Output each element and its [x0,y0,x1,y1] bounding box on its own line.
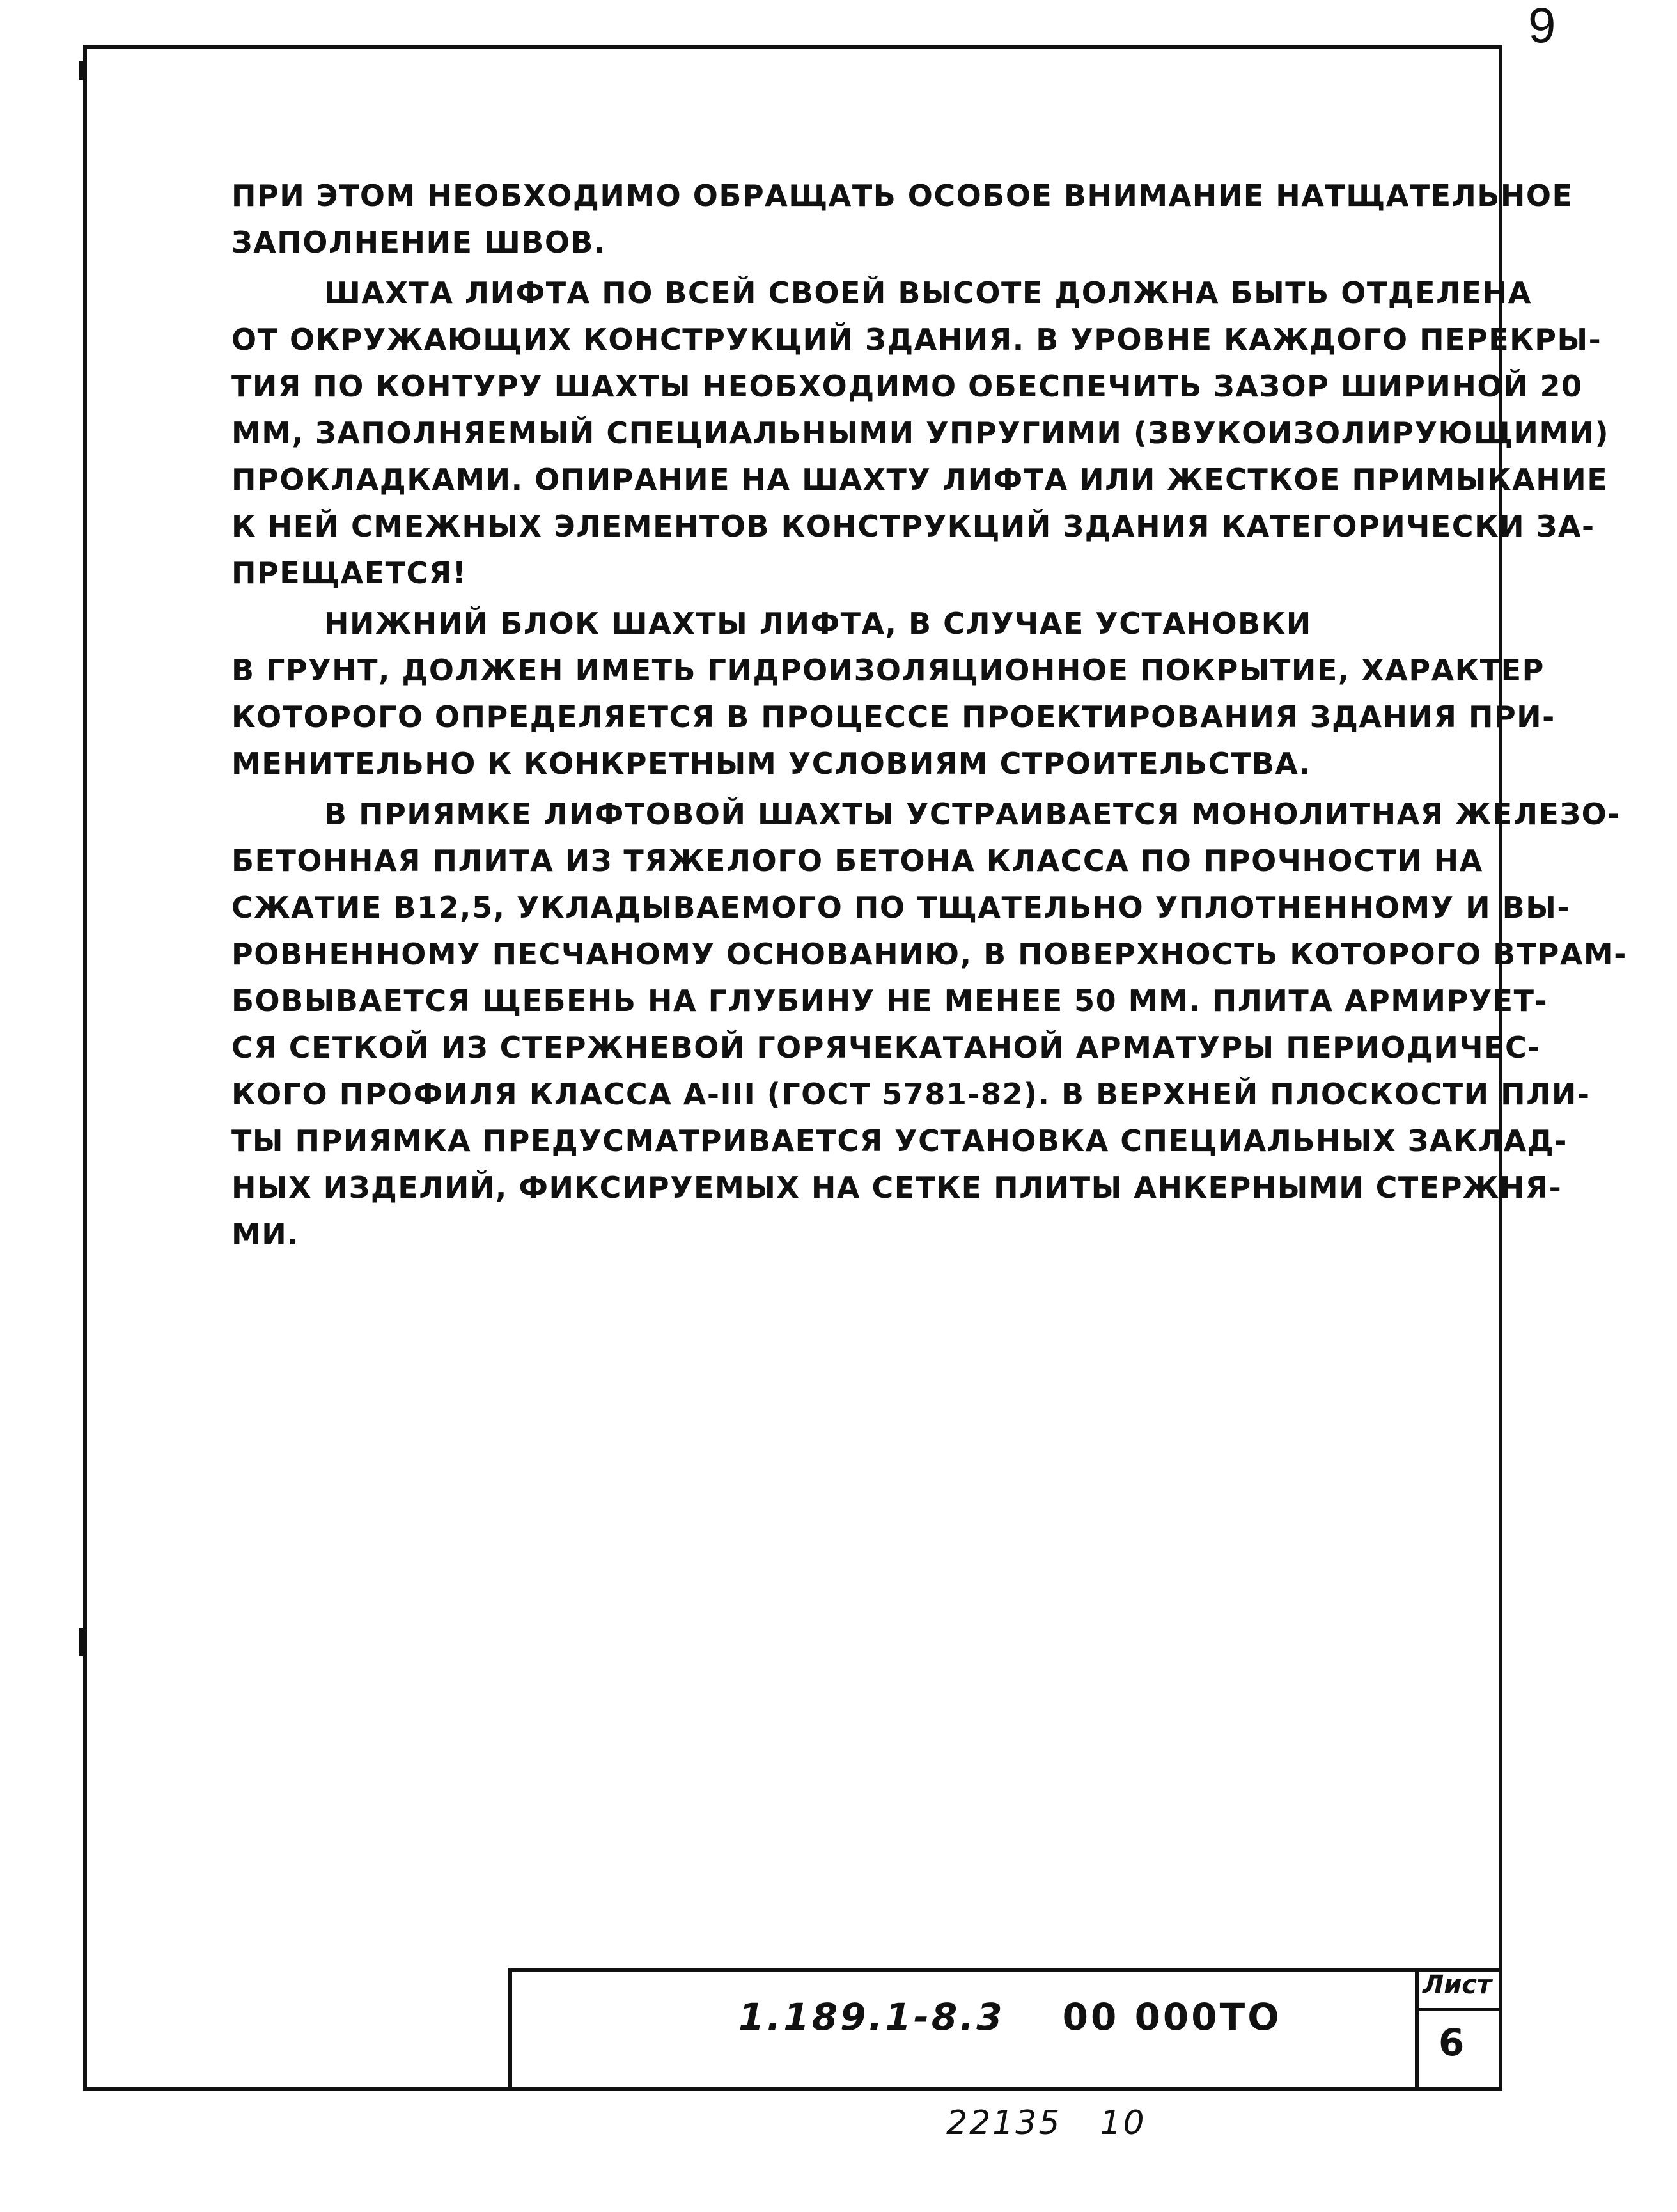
text-line: КОТОРОГО ОПРЕДЕЛЯЕТСЯ В ПРОЦЕССЕ ПРОЕКТИРОВАНИЯ ЗДАНИЯ ПРИ- [231,700,1556,734]
sheet-divider [1415,2008,1502,2011]
sheet-number: 6 [1439,2021,1465,2064]
text-line: БОВЫВАЕТСЯ ЩЕБЕНЬ НА ГЛУБИНУ НЕ МЕНЕЕ 50 ММ. ПЛИТА АРМИРУЕТ- [231,984,1548,1018]
designation-number: 1.189.1-8.3 [738,1995,1005,2039]
binding-mark-top [79,61,83,80]
binding-mark-bottom [79,1628,83,1656]
sheet-label: Лист [1423,1970,1492,2000]
text-line: КОГО ПРОФИЛЯ КЛАССА А-III (ГОСТ 5781-82). В ВЕРХНЕЙ ПЛОСКОСТИ ПЛИ- [231,1077,1591,1111]
text-line: МЕНИТЕЛЬНО К КОНКРЕТНЫМ УСЛОВИЯМ СТРОИТЕЛЬСТВА. [231,746,1311,781]
inventory-note [946,2104,1146,2142]
text-line: НЫХ ИЗДЕЛИЙ, ФИКСИРУЕМЫХ НА СЕТКЕ ПЛИТЫ АНКЕРНЫМИ СТЕРЖНЯ- [231,1170,1563,1205]
text-line: В ПРИЯМКЕ ЛИФТОВОЙ ШАХТЫ УСТРАИВАЕТСЯ МОНОЛИТНАЯ ЖЕЛЕЗО- [324,797,1621,831]
text-line: К НЕЙ СМЕЖНЫХ ЭЛЕМЕНТОВ КОНСТРУКЦИЙ ЗДАНИЯ КАТЕГОРИЧЕСКИ ЗА- [231,509,1595,544]
text-line: ПРЕЩАЕТСЯ! [231,556,467,590]
text-line: НИЖНИЙ БЛОК ШАХТЫ ЛИФТА, В СЛУЧАЕ УСТАНОВКИ [324,606,1312,641]
text-line: РОВНЕННОМУ ПЕСЧАНОМУ ОСНОВАНИЮ, В ПОВЕРХНОСТЬ КОТОРОГО ВТРАМ- [231,937,1627,971]
text-line: МИ. [231,1217,300,1251]
inventory-sheet: 10 [1100,2104,1146,2142]
text-line: ПРИ ЭТОМ НЕОБХОДИМО ОБРАЩАТЬ ОСОБОЕ ВНИМАНИЕ НАТЩАТЕЛЬНОЕ [231,178,1573,213]
text-line: ОТ ОКРУЖАЮЩИХ КОНСТРУКЦИЙ ЗДАНИЯ. В УРОВНЕ КАЖДОГО ПЕРЕКРЫ- [231,322,1602,357]
text-line: СЯ СЕТКОЙ ИЗ СТЕРЖНЕВОЙ ГОРЯЧЕКАТАНОЙ АРМАТУРЫ ПЕРИОДИЧЕС- [231,1030,1541,1065]
text-line: БЕТОННАЯ ПЛИТА ИЗ ТЯЖЕЛОГО БЕТОНА КЛАССА ПО ПРОЧНОСТИ НА [231,843,1483,878]
text-line: СЖАТИЕ В12,5, УКЛАДЫВАЕМОГО ПО ТЩАТЕЛЬНО УПЛОТНЕННОМУ И ВЫ- [231,890,1570,925]
document-designation [738,1995,1282,2039]
text-line: ПРОКЛАДКАМИ. ОПИРАНИЕ НА ШАХТУ ЛИФТА ИЛИ ЖЕСТКОЕ ПРИМЫКАНИЕ [231,462,1609,497]
text-line: ШАХТА ЛИФТА ПО ВСЕЙ СВОЕЙ ВЫСОТЕ ДОЛЖНА БЫТЬ ОТДЕЛЕНА [324,276,1532,310]
text-line: ММ, ЗАПОЛНЯЕМЫЙ СПЕЦИАЛЬНЫМИ УПРУГИМИ (ЗВУКОИЗОЛИРУЮЩИМИ) [231,416,1610,450]
text-line: ТИЯ ПО КОНТУРУ ШАХТЫ НЕОБХОДИМО ОБЕСПЕЧИТЬ ЗАЗОР ШИРИНОЙ 20 [231,369,1583,404]
text-line: В ГРУНТ, ДОЛЖЕН ИМЕТЬ ГИДРОИЗОЛЯЦИОННОЕ ПОКРЫТИЕ, ХАРАКТЕР [231,653,1545,687]
page-number: 9 [1528,0,1556,53]
inventory-number: 22135 [946,2104,1062,2142]
body-text [231,173,1627,1258]
designation-code: 00 000ТО [1062,1995,1282,2039]
text-line: ЗАПОЛНЕНИЕ ШВОВ. [231,225,606,260]
text-line: ТЫ ПРИЯМКА ПРЕДУСМАТРИВАЕТСЯ УСТАНОВКА СПЕЦИАЛЬНЫХ ЗАКЛАД- [231,1124,1568,1158]
